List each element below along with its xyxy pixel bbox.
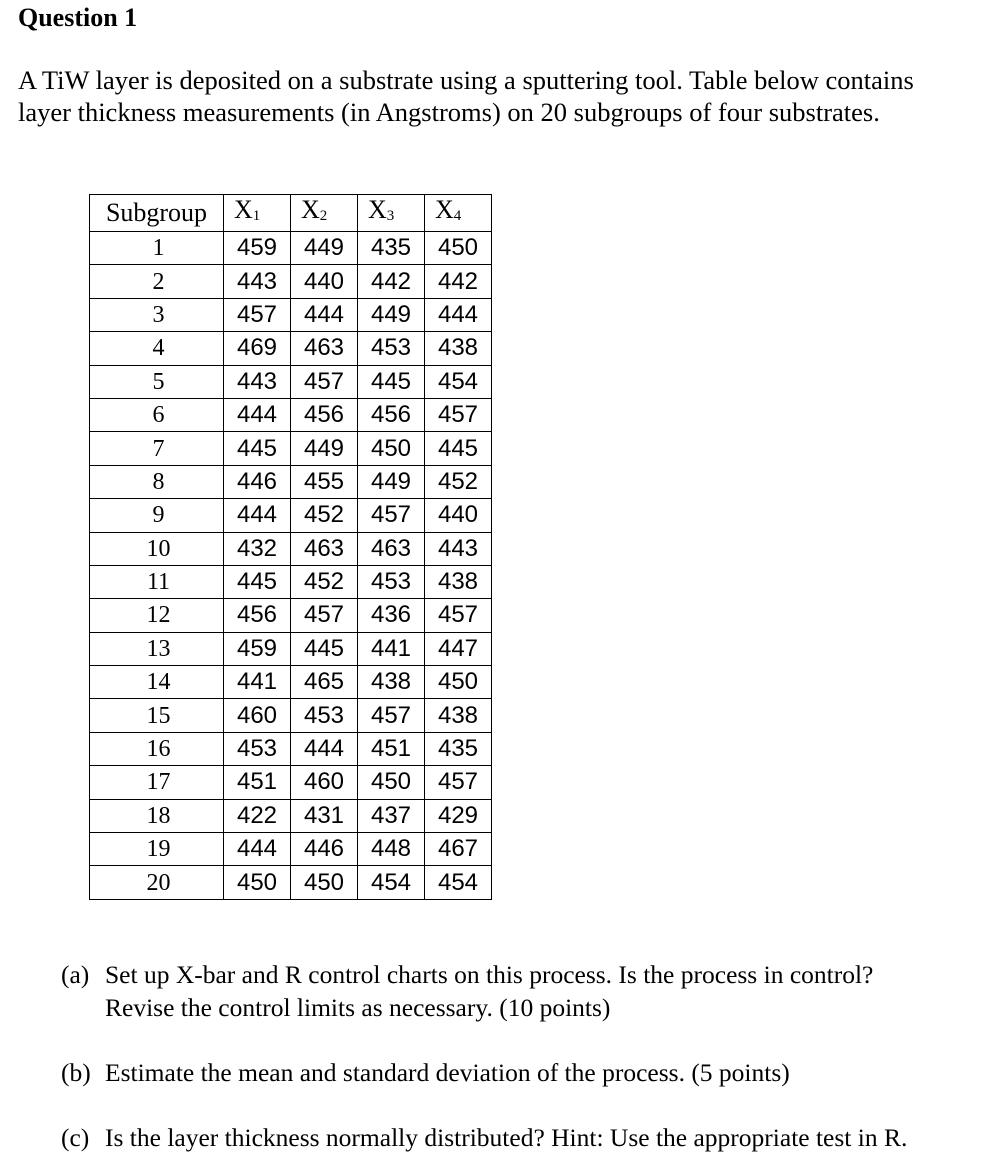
table-row bbox=[90, 365, 492, 398]
table-row bbox=[90, 599, 492, 632]
x2-cell: 453 bbox=[291, 699, 358, 732]
question-b-line-1: Estimate the mean and standard deviation of the process. (5 points) bbox=[105, 1058, 790, 1087]
x2-header bbox=[291, 195, 358, 232]
x4-header-letter: X bbox=[435, 195, 454, 224]
x1-cell: 453 bbox=[224, 732, 291, 765]
x4-cell: 440 bbox=[425, 499, 492, 532]
subgroup-cell: 4 bbox=[90, 332, 224, 365]
x2-cell: 457 bbox=[291, 365, 358, 398]
x4-header bbox=[425, 195, 492, 232]
table-header-row bbox=[90, 195, 492, 232]
x4-cell: 457 bbox=[425, 599, 492, 632]
x2-cell: 455 bbox=[291, 465, 358, 498]
x1-cell: 445 bbox=[224, 565, 291, 598]
x3-cell: 450 bbox=[358, 766, 425, 799]
subgroup-cell: 18 bbox=[90, 799, 224, 832]
x3-cell: 463 bbox=[358, 532, 425, 565]
x4-cell: 467 bbox=[425, 833, 492, 866]
x2-cell: 450 bbox=[291, 866, 358, 899]
x2-cell: 463 bbox=[291, 532, 358, 565]
x3-cell: 453 bbox=[358, 565, 425, 598]
subgroup-cell: 9 bbox=[90, 499, 224, 532]
table-row bbox=[90, 298, 492, 331]
x4-cell: 443 bbox=[425, 532, 492, 565]
x4-cell: 438 bbox=[425, 565, 492, 598]
intro-line-2: layer thickness measurements (in Angstroms) on 20 subgroups of four substrates. bbox=[18, 97, 880, 127]
subgroup-cell: 17 bbox=[90, 766, 224, 799]
x2-cell: 460 bbox=[291, 766, 358, 799]
x4-cell: 452 bbox=[425, 465, 492, 498]
x2-cell: 452 bbox=[291, 565, 358, 598]
x1-cell: 460 bbox=[224, 699, 291, 732]
x3-cell: 451 bbox=[358, 732, 425, 765]
subgroup-cell: 11 bbox=[90, 565, 224, 598]
x4-cell: 457 bbox=[425, 398, 492, 431]
table-row bbox=[90, 532, 492, 565]
x3-cell: 438 bbox=[358, 666, 425, 699]
table-row bbox=[90, 699, 492, 732]
x3-cell: 456 bbox=[358, 398, 425, 431]
x3-cell: 445 bbox=[358, 365, 425, 398]
table-row bbox=[90, 732, 492, 765]
subgroup-cell: 3 bbox=[90, 298, 224, 331]
x2-cell: 463 bbox=[291, 332, 358, 365]
x3-cell: 457 bbox=[358, 499, 425, 532]
x2-header-subscript: 2 bbox=[319, 208, 328, 224]
table-row bbox=[90, 265, 492, 298]
x4-cell: 457 bbox=[425, 766, 492, 799]
x1-cell: 432 bbox=[224, 532, 291, 565]
table-row bbox=[90, 499, 492, 532]
x1-cell: 445 bbox=[224, 432, 291, 465]
table-row bbox=[90, 232, 492, 265]
question-a-label: (a) bbox=[61, 960, 90, 989]
x4-cell: 442 bbox=[425, 265, 492, 298]
x2-cell: 457 bbox=[291, 599, 358, 632]
x1-cell: 444 bbox=[224, 499, 291, 532]
x1-header-letter: X bbox=[234, 195, 253, 224]
x3-cell: 454 bbox=[358, 866, 425, 899]
x2-cell: 444 bbox=[291, 732, 358, 765]
question-heading: Question 1 bbox=[18, 3, 138, 32]
x3-cell: 457 bbox=[358, 699, 425, 732]
x3-cell: 449 bbox=[358, 465, 425, 498]
table-row bbox=[90, 766, 492, 799]
x3-cell: 450 bbox=[358, 432, 425, 465]
x1-cell: 443 bbox=[224, 365, 291, 398]
x1-header-subscript: 1 bbox=[252, 208, 261, 224]
x1-cell: 422 bbox=[224, 799, 291, 832]
question-a bbox=[61, 958, 873, 1024]
subgroup-cell: 16 bbox=[90, 732, 224, 765]
x4-cell: 450 bbox=[425, 666, 492, 699]
question-a-line-1: Set up X-bar and R control charts on this process. Is the process in control? bbox=[105, 960, 874, 989]
x4-cell: 454 bbox=[425, 365, 492, 398]
x1-cell: 456 bbox=[224, 599, 291, 632]
x1-cell: 441 bbox=[224, 666, 291, 699]
table-row bbox=[90, 666, 492, 699]
subgroup-cell: 14 bbox=[90, 666, 224, 699]
subgroup-cell: 10 bbox=[90, 532, 224, 565]
x3-cell: 449 bbox=[358, 298, 425, 331]
x2-cell: 446 bbox=[291, 833, 358, 866]
x1-cell: 469 bbox=[224, 332, 291, 365]
x1-cell: 443 bbox=[224, 265, 291, 298]
x4-cell: 450 bbox=[425, 232, 492, 265]
subgroup-cell: 6 bbox=[90, 398, 224, 431]
x3-header-subscript: 3 bbox=[386, 208, 395, 224]
subgroup-cell: 5 bbox=[90, 365, 224, 398]
x2-cell: 431 bbox=[291, 799, 358, 832]
x3-header bbox=[358, 195, 425, 232]
subgroup-cell: 8 bbox=[90, 465, 224, 498]
x2-cell: 465 bbox=[291, 666, 358, 699]
x2-cell: 456 bbox=[291, 398, 358, 431]
x1-cell: 459 bbox=[224, 232, 291, 265]
x3-cell: 442 bbox=[358, 265, 425, 298]
intro-line-1: A TiW layer is deposited on a substrate using a sputtering tool. Table below contains bbox=[18, 65, 914, 95]
x1-cell: 450 bbox=[224, 866, 291, 899]
x1-cell: 446 bbox=[224, 465, 291, 498]
question-b-label: (b) bbox=[61, 1058, 91, 1087]
question-c-line-1: Is the layer thickness normally distributed? Hint: Use the appropriate test in R. bbox=[105, 1123, 908, 1152]
subgroup-cell: 7 bbox=[90, 432, 224, 465]
thickness-table bbox=[89, 194, 492, 900]
table-row bbox=[90, 465, 492, 498]
x4-cell: 438 bbox=[425, 332, 492, 365]
table-row bbox=[90, 432, 492, 465]
x4-cell: 447 bbox=[425, 632, 492, 665]
x2-cell: 444 bbox=[291, 298, 358, 331]
table-row bbox=[90, 632, 492, 665]
subgroup-cell: 19 bbox=[90, 833, 224, 866]
question-c-label: (c) bbox=[61, 1123, 90, 1152]
x3-cell: 437 bbox=[358, 799, 425, 832]
x1-header bbox=[224, 195, 291, 232]
question-a-line-2: Revise the control limits as necessary. (10 points) bbox=[105, 993, 611, 1022]
subgroup-cell: 1 bbox=[90, 232, 224, 265]
x3-cell: 453 bbox=[358, 332, 425, 365]
subgroup-cell: 2 bbox=[90, 265, 224, 298]
table-row bbox=[90, 332, 492, 365]
x1-cell: 444 bbox=[224, 398, 291, 431]
table-row bbox=[90, 833, 492, 866]
subgroup-cell: 20 bbox=[90, 866, 224, 899]
intro-paragraph bbox=[18, 64, 983, 128]
x2-cell: 452 bbox=[291, 499, 358, 532]
x2-cell: 449 bbox=[291, 432, 358, 465]
x2-header-letter: X bbox=[301, 195, 320, 224]
x3-cell: 436 bbox=[358, 599, 425, 632]
x3-cell: 448 bbox=[358, 833, 425, 866]
subgroup-cell: 15 bbox=[90, 699, 224, 732]
x4-cell: 435 bbox=[425, 732, 492, 765]
table-row bbox=[90, 565, 492, 598]
x4-cell: 454 bbox=[425, 866, 492, 899]
x4-cell: 438 bbox=[425, 699, 492, 732]
x2-cell: 445 bbox=[291, 632, 358, 665]
table-row bbox=[90, 866, 492, 899]
x4-cell: 445 bbox=[425, 432, 492, 465]
x3-cell: 441 bbox=[358, 632, 425, 665]
x1-cell: 444 bbox=[224, 833, 291, 866]
x3-cell: 435 bbox=[358, 232, 425, 265]
table-row bbox=[90, 799, 492, 832]
x1-cell: 459 bbox=[224, 632, 291, 665]
table-row bbox=[90, 398, 492, 431]
subgroup-cell: 12 bbox=[90, 599, 224, 632]
x2-cell: 440 bbox=[291, 265, 358, 298]
x4-cell: 444 bbox=[425, 298, 492, 331]
x1-cell: 457 bbox=[224, 298, 291, 331]
x2-cell: 449 bbox=[291, 232, 358, 265]
question-b bbox=[61, 1056, 790, 1089]
subgroup-cell: 13 bbox=[90, 632, 224, 665]
table-body bbox=[90, 232, 492, 900]
subgroup-header: Subgroup bbox=[90, 195, 224, 232]
x4-cell: 429 bbox=[425, 799, 492, 832]
x4-header-subscript: 4 bbox=[453, 208, 462, 224]
x1-cell: 451 bbox=[224, 766, 291, 799]
question-c bbox=[61, 1121, 907, 1154]
x3-header-letter: X bbox=[368, 195, 387, 224]
